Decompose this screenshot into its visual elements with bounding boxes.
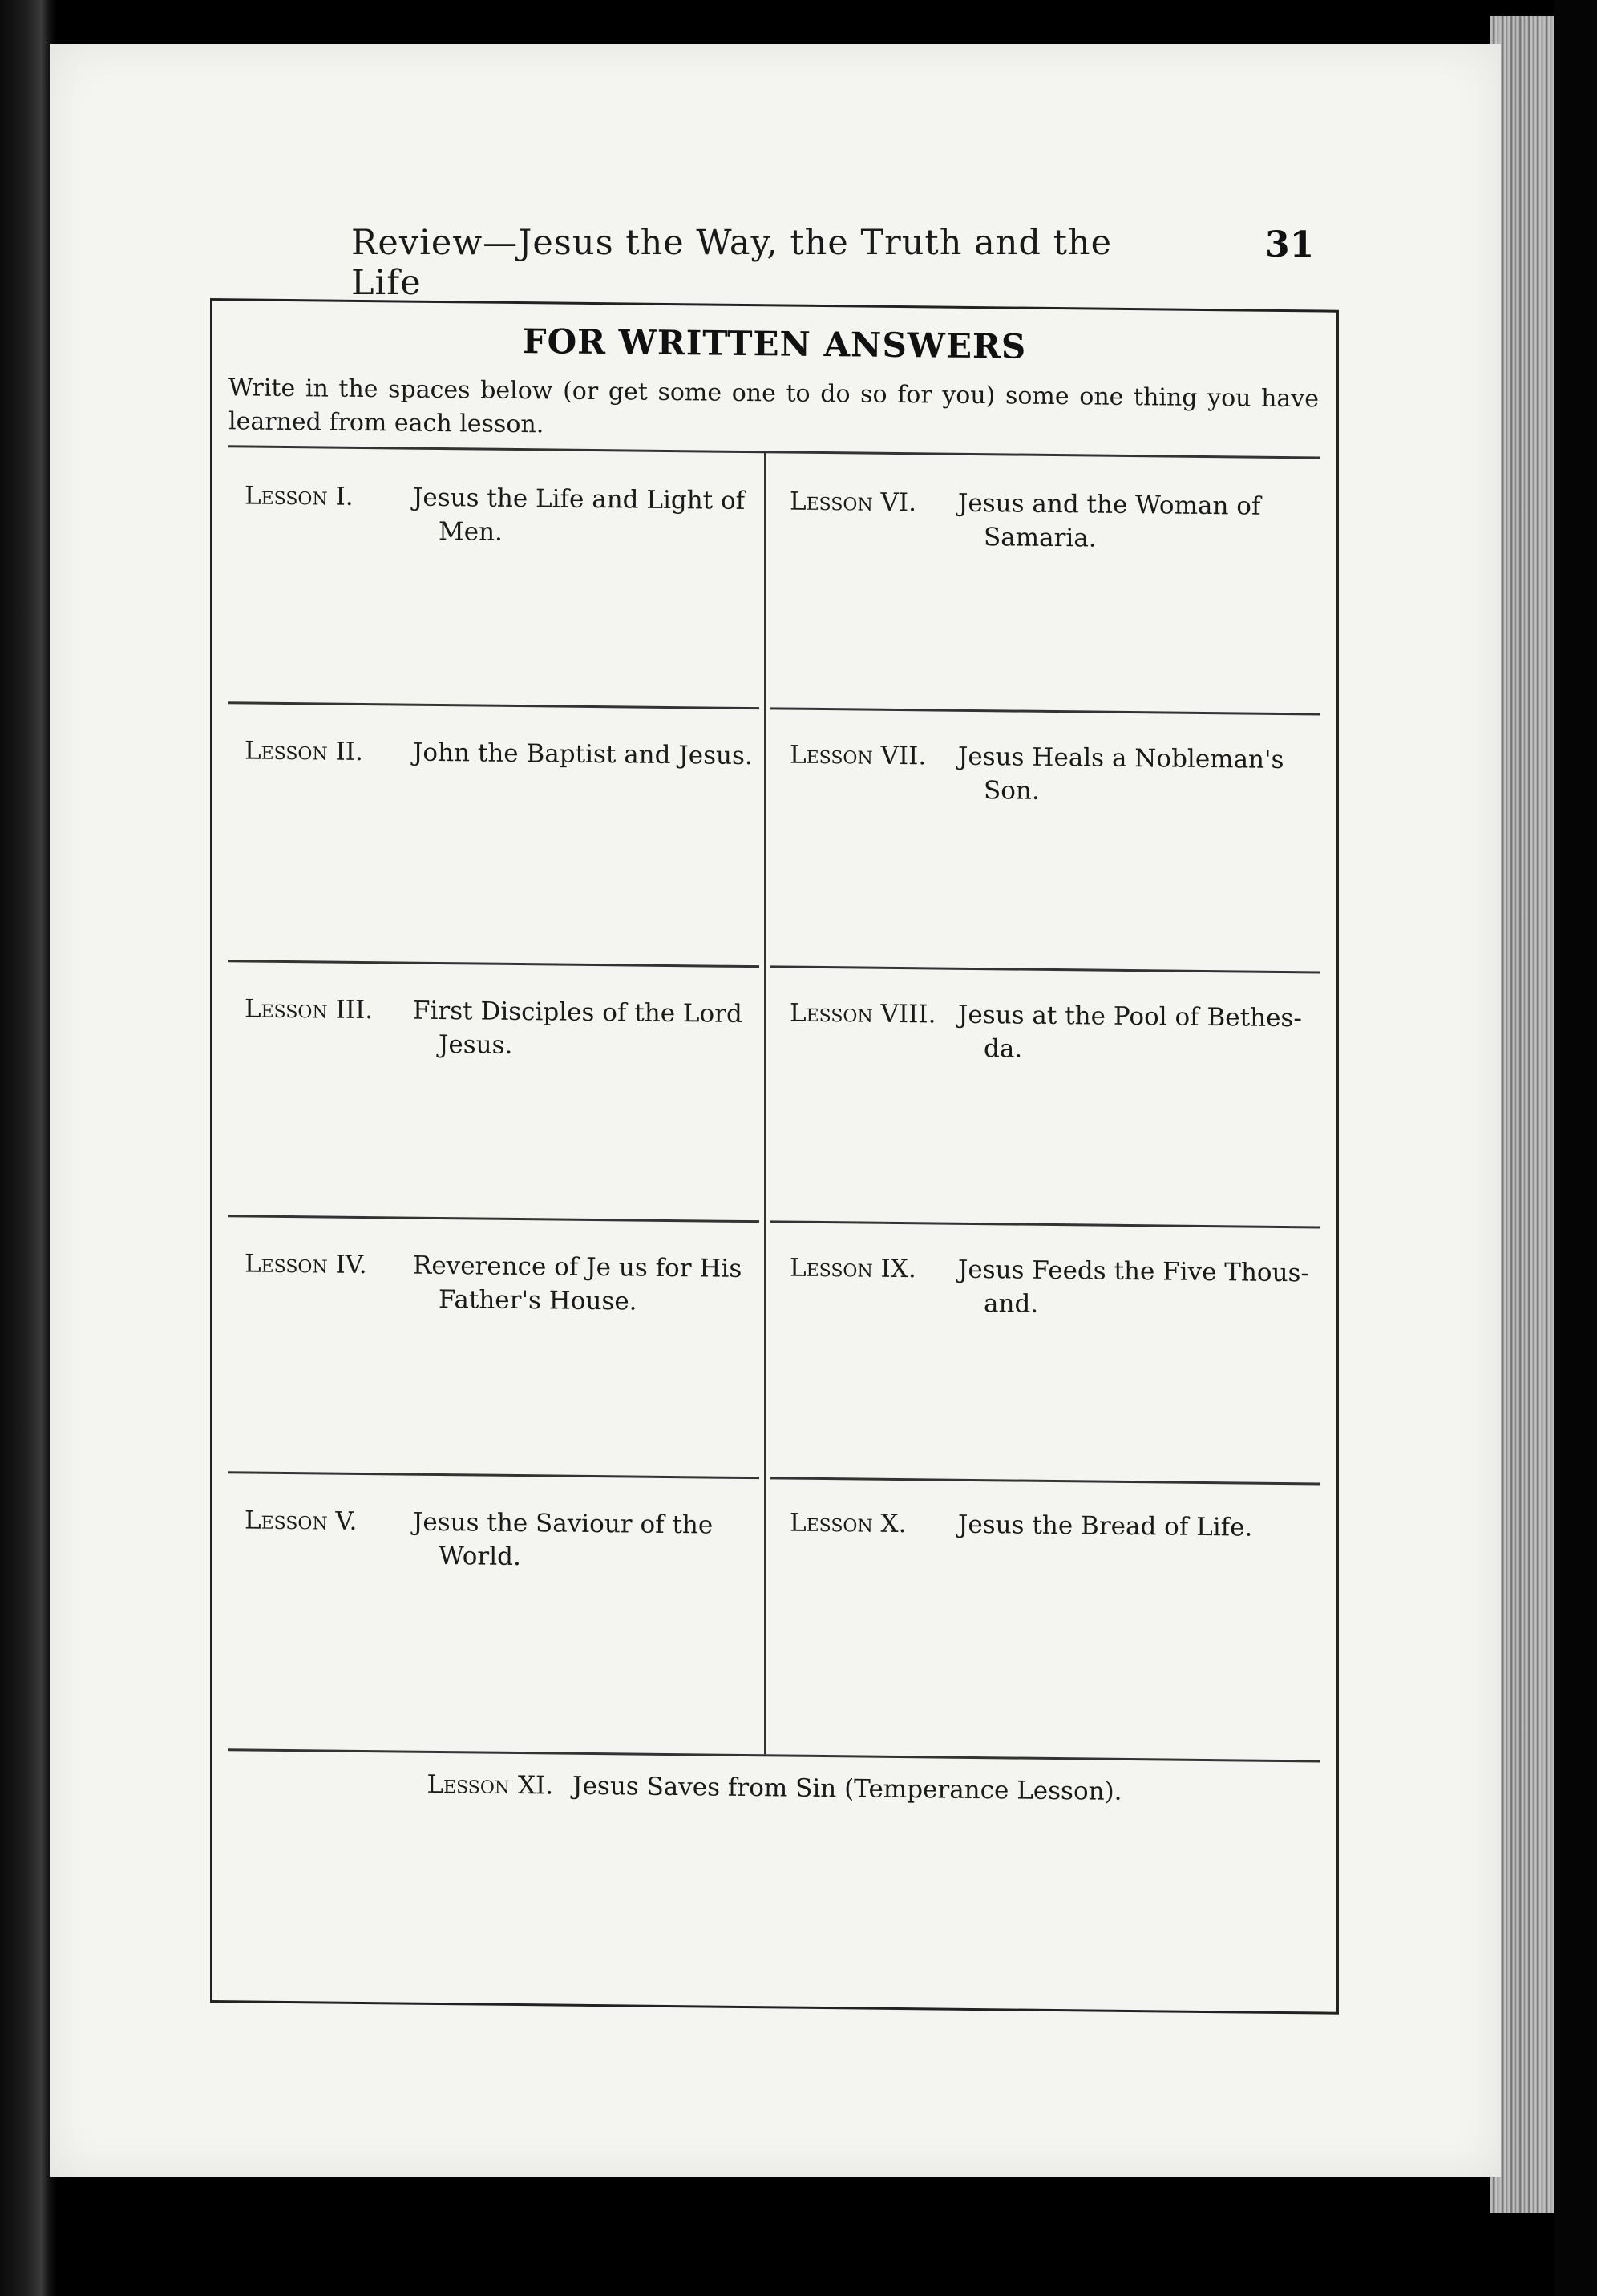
lesson-title: Jesus Saves from Sin (Temperance Lesson). (572, 1771, 1122, 1806)
lesson-cell (790, 1251, 1311, 1319)
lesson-cell (790, 485, 1311, 553)
row-rule-right (770, 1477, 1320, 1485)
lesson-title-line: and. (984, 1289, 1039, 1319)
answer-worksheet-frame (210, 298, 1339, 2015)
row-rule-left (228, 1215, 759, 1223)
lesson-title (413, 481, 758, 552)
lesson-label: Lesson V. (245, 1506, 358, 1536)
lesson-cell (245, 734, 758, 771)
lesson-title (958, 998, 1311, 1069)
lesson-xi-rule (228, 1748, 1320, 1762)
lesson-label: Lesson XI. (427, 1769, 554, 1801)
worksheet-heading: FOR WRITTEN ANSWERS (522, 321, 1027, 366)
lesson-cell (790, 738, 1311, 806)
lesson-label: Lesson I. (245, 481, 354, 511)
lesson-title-line: Jesus at the Pool of Bethes- (958, 1000, 1302, 1033)
lesson-cell (790, 996, 1311, 1064)
lesson-title (413, 1506, 758, 1577)
lesson-label: Lesson III. (245, 994, 374, 1025)
lesson-label: Lesson II. (245, 736, 363, 766)
page-number: 31 (1265, 224, 1315, 265)
lesson-title-line: Jesus Feeds the Five Thous- (958, 1255, 1309, 1288)
row-rule-right (770, 1220, 1320, 1228)
lesson-label: Lesson VI. (790, 487, 917, 518)
lesson-title-line: Father's House. (439, 1284, 637, 1316)
lesson-title-line: First Disciples of the Lord (413, 996, 742, 1029)
running-head: Review—Jesus the Way, the Truth and the Life (351, 223, 1113, 303)
lesson-title-line: Son. (984, 776, 1040, 806)
lesson-title-line: John the Baptist and Jesus. (413, 738, 753, 771)
row-rule-right (770, 965, 1320, 973)
row-rule-left (228, 960, 759, 968)
lesson-title-line: World. (439, 1541, 521, 1572)
lesson-title-line: Jesus the Saviour of the (413, 1507, 714, 1540)
lesson-label: Lesson VIII. (790, 998, 936, 1029)
lesson-label: Lesson VII. (790, 740, 927, 771)
lesson-title-line: Jesus Heals a Nobleman's (958, 742, 1284, 775)
book-binding-edge (0, 0, 56, 2296)
lesson-xi (212, 1768, 1336, 1809)
lesson-title-line: Jesus and the Woman of (958, 488, 1261, 521)
lesson-title (958, 487, 1311, 558)
lesson-title-line: Jesus. (439, 1029, 513, 1060)
lesson-title-line: da. (984, 1034, 1023, 1064)
lesson-title (958, 1253, 1311, 1324)
lesson-cell (245, 1503, 758, 1572)
lesson-label: Lesson X. (790, 1508, 907, 1539)
row-rule-left (228, 701, 759, 709)
lesson-title (958, 740, 1311, 811)
worksheet-instructions: Write in the spaces below (or get some one to do so for you) some one thing you have learned from each lesson. (228, 374, 1319, 439)
lesson-title (958, 1508, 1311, 1546)
lesson-cell (245, 479, 758, 547)
column-divider (764, 452, 766, 1754)
lesson-title-line: Samaria. (984, 523, 1097, 553)
lesson-title-line: Jesus the Life and Light of (413, 483, 746, 515)
lesson-title-line: Men. (439, 516, 503, 547)
lesson-title (413, 994, 758, 1065)
row-rule-right (770, 707, 1320, 715)
lesson-cell (790, 1506, 1311, 1542)
lesson-cell (245, 1247, 758, 1316)
lesson-label: Lesson IV. (245, 1249, 367, 1280)
lesson-title-line: Jesus the Bread of Life. (958, 1510, 1253, 1542)
book-cover-edge (1554, 0, 1597, 2296)
lesson-title (413, 1249, 758, 1320)
lesson-cell (245, 992, 758, 1060)
lesson-title (413, 736, 758, 774)
row-rule-left (228, 1471, 759, 1479)
lesson-label: Lesson IX. (790, 1253, 916, 1284)
lesson-title-line: Reverence of Je us for His (413, 1251, 742, 1283)
